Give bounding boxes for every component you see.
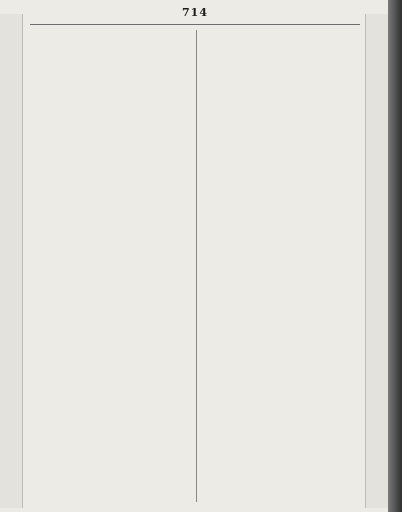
page-number: 714 xyxy=(182,6,208,19)
scanner-edge xyxy=(388,0,402,512)
text-column-right xyxy=(203,30,362,504)
text-column-left xyxy=(32,30,191,504)
page-header xyxy=(30,4,360,25)
adjacent-page-column-right xyxy=(365,14,388,508)
column-divider xyxy=(196,30,197,502)
adjacent-page-column-left xyxy=(0,14,23,508)
